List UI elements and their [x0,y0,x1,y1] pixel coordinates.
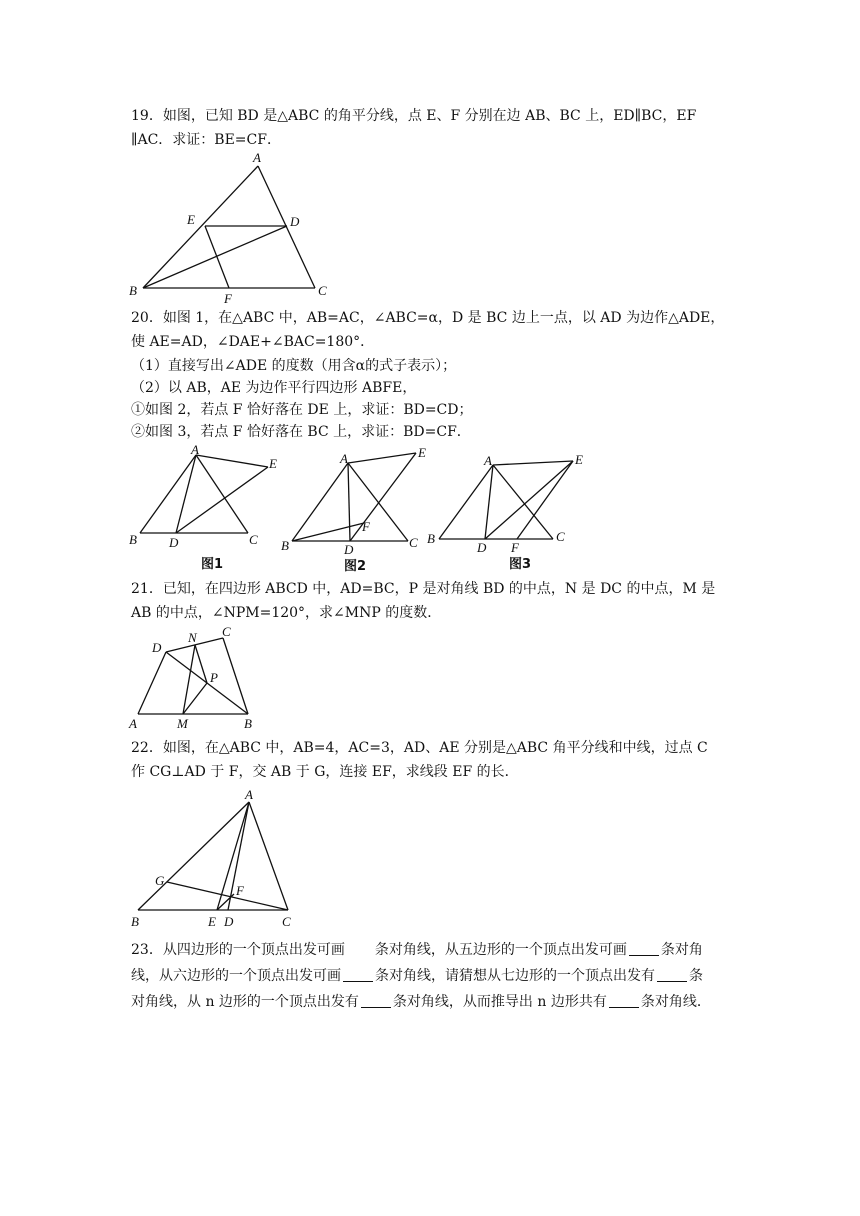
q21-label-a: A [129,716,137,731]
q19-label-e: E [187,212,195,227]
q20-text-line2: 使 AE=AD，∠DAE+∠BAC=180°． [131,334,375,350]
q19-label-c: C [318,283,327,298]
q20-fig2-label-e: E [418,445,426,460]
q23-blank-2 [629,941,659,956]
q22-text-line2: 作 CG⊥AD 于 F，交 AB 于 G，连接 EF，求线段 EF 的长． [131,764,519,780]
q23-l1-part-a: 23．从四边形的一个顶点出发可画 [131,942,345,958]
q19-text-line2: ∥AC．求证：BE=CF． [131,132,281,148]
q23-l2-part-a: 线，从六边形的一个顶点出发可画 [131,968,341,984]
q20-text-line1: 20．如图 1，在△ABC 中，AB=AC，∠ABC=α，D 是 BC 边上一点，以 AD 为边作△ADE， [131,310,725,326]
q19-text-line1: 19．如图，已知 BD 是△ABC 的角平分线，点 E、F 分别在边 AB、BC 上，ED∥BC，EF [131,108,697,124]
q20-fig1-label-d: D [169,535,179,550]
q23-blank-4 [657,967,687,982]
q20-fig1-label-b: B [129,532,137,547]
q20-fig3-label-c: C [556,529,565,544]
q20-figure-3 [425,443,600,578]
q22-label-b: B [131,914,139,929]
q21-label-p: P [210,670,218,685]
q19-figure [125,148,340,308]
q23-blank-5 [361,993,391,1008]
q19-label-f: F [224,291,232,306]
q22-label-g: G [155,873,165,888]
q22-label-d: D [224,914,234,929]
q21-label-m: M [177,716,188,731]
q20-text-line3: （1）直接写出∠ADE 的度数（用含α的式子表示）； [131,358,457,374]
q19-label-a: A [253,150,261,165]
q20-fig1-label-c: C [249,532,258,547]
q20-fig2-caption: 图2 [344,559,367,574]
q22-label-f: F [236,883,244,898]
q20-fig2-label-f: F [362,519,370,534]
q20-fig3-label-b: B [427,531,435,546]
q20-fig2-label-c: C [409,535,418,550]
q21-text-line1: 21．已知，在四边形 ABCD 中，AD=BC，P 是对角线 BD 的中点，N 是 DC 的中点，M 是 [131,581,716,597]
q22-label-a: A [245,787,253,802]
q23-l2-part-c: 条 [689,968,703,984]
q20-figure-2 [278,443,438,578]
q22-figure [128,782,303,934]
q20-text-line6: ②如图 3，若点 F 恰好落在 BC 上，求证：BD=CF． [131,424,471,440]
q21-label-c: C [222,624,231,639]
q19-label-d: D [290,214,300,229]
q21-label-d: D [152,640,162,655]
q23-l1-part-b: 条对角线，从五边形的一个顶点出发可画 [374,942,627,958]
q20-fig1-label-a: A [191,443,199,457]
q23-text-line1 [131,940,703,960]
q23-l3-part-a: 对角线，从 n 边形的一个顶点出发有 [131,994,359,1010]
q23-blank-6 [609,993,639,1008]
q20-fig3-label-d: D [477,540,487,555]
q20-fig2-label-d: D [344,542,354,557]
q20-fig3-label-a: A [484,453,492,468]
q23-l2-part-b: 条对角线，请猜想从七边形的一个顶点出发有 [375,968,655,984]
q23-l1-part-c: 条对角 [660,942,703,958]
q22-label-c: C [282,914,291,929]
q21-label-b: B [244,716,252,731]
q20-text-line5: ①如图 2，若点 F 恰好落在 DE 上，求证：BD=CD； [131,402,473,418]
q20-fig3-label-e: E [575,452,583,467]
q23-l3-part-c: 条对角线． [640,994,711,1010]
q22-label-e: E [208,914,216,929]
q20-fig1-caption: 图1 [201,557,224,572]
q23-text-line2 [131,966,703,986]
q23-text-line3 [131,992,711,1012]
q20-fig1-label-e: E [269,456,277,471]
q20-fig3-label-f: F [511,540,519,555]
q20-fig3-caption: 图3 [509,557,532,572]
q20-fig2-label-a: A [340,451,348,466]
q19-label-b: B [129,283,137,298]
q23-l3-part-b: 条对角线，从而推导出 n 边形共有 [392,994,607,1010]
q22-text-line1: 22．如图，在△ABC 中，AB=4，AC=3，AD、AE 分别是△ABC 角平分线和中线，过点 C [131,740,708,756]
q20-figure-1 [128,443,288,578]
q21-text-line2: AB 的中点，∠NPM=120°，求∠MNP 的度数． [131,605,442,621]
q20-fig2-label-b: B [281,538,289,553]
q20-text-line4: （2）以 AB，AE 为边作平行四边形 ABFE， [131,380,417,396]
q21-figure [128,622,268,734]
q23-blank-3 [343,967,373,982]
q21-label-n: N [188,630,197,645]
